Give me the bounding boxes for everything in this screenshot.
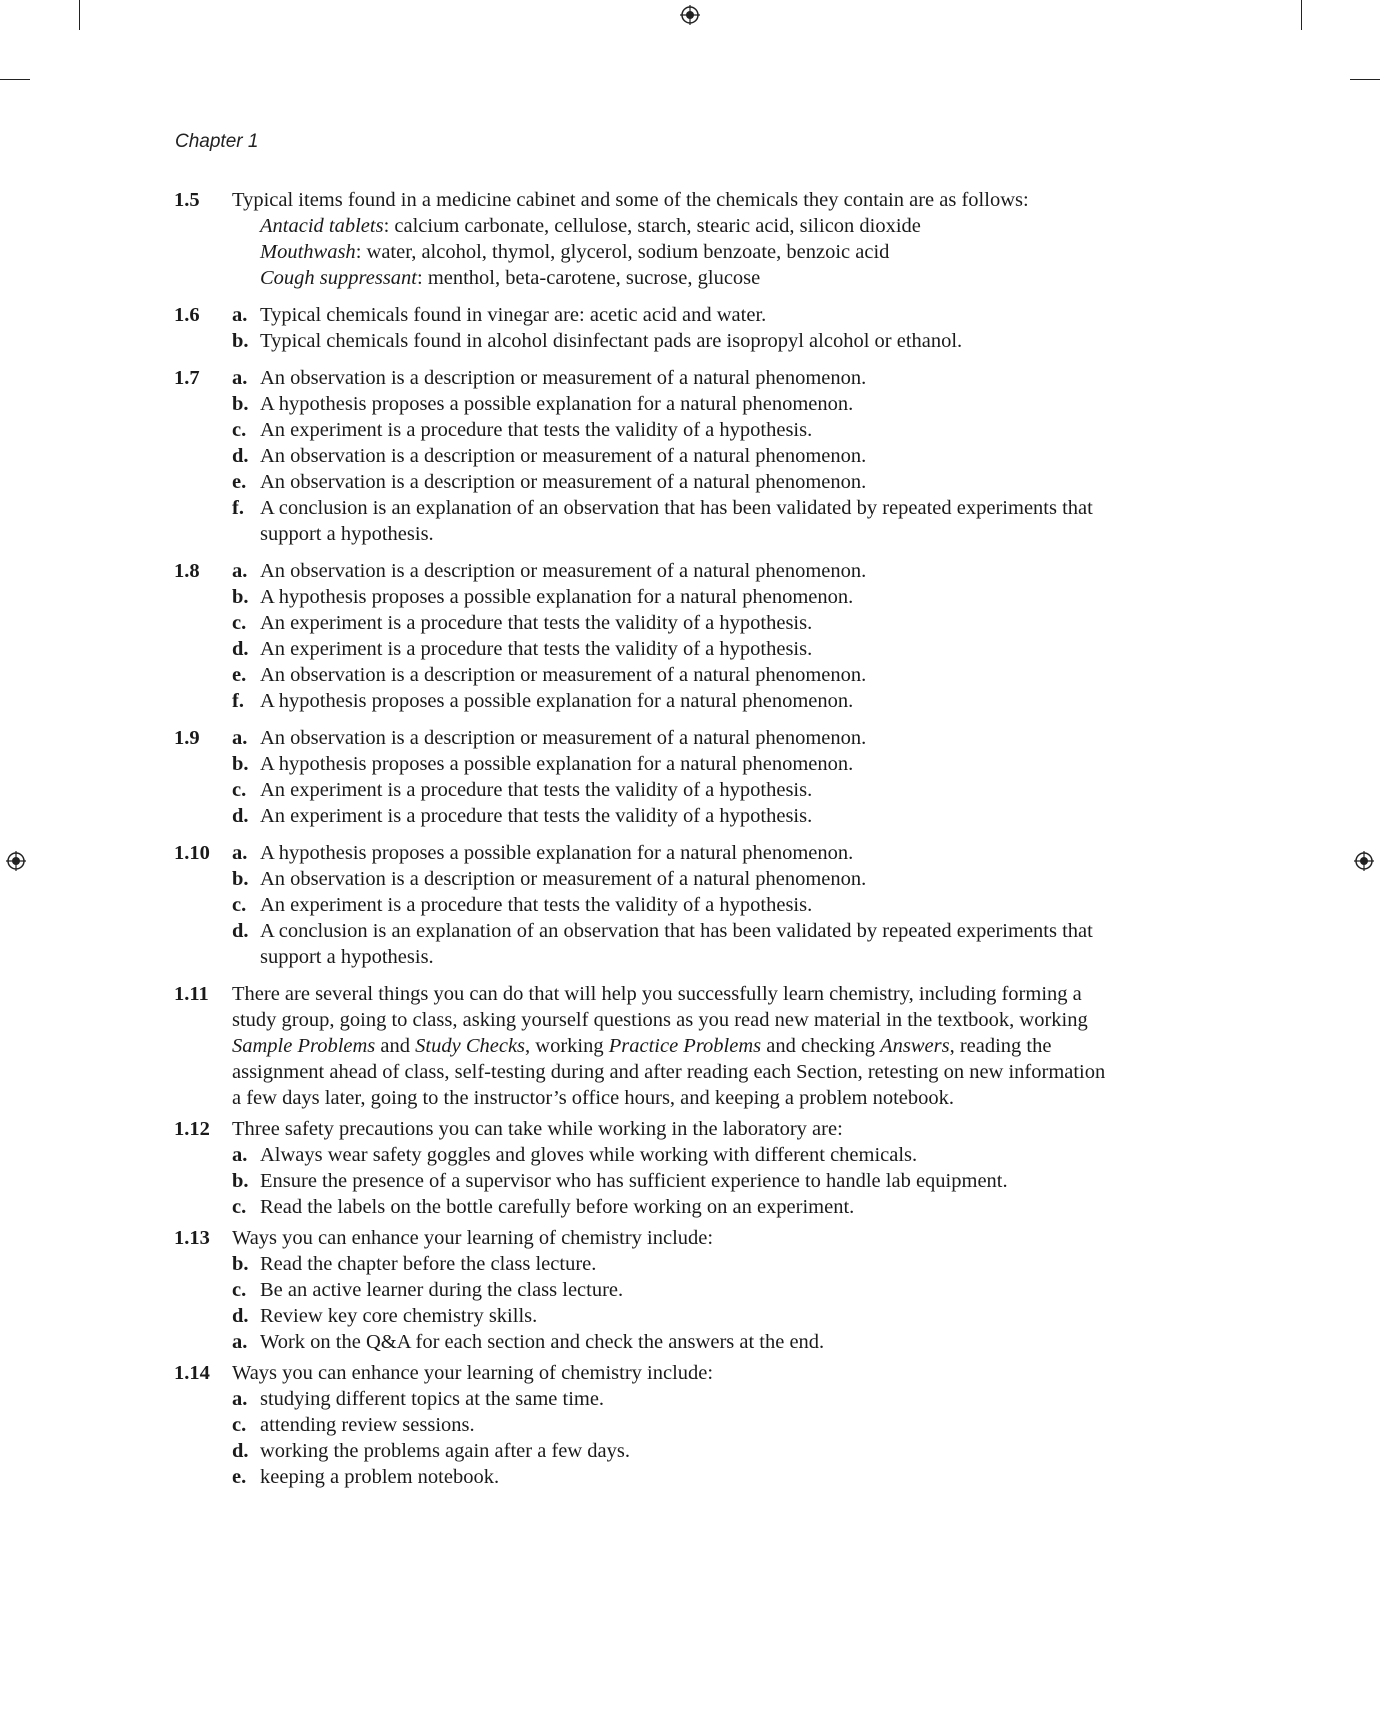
answer-item: [232, 391, 1114, 417]
answer-item: [232, 1142, 1114, 1168]
problem-number: 1.6: [174, 304, 200, 326]
problem-body: [232, 1116, 1114, 1220]
answer-text: A hypothesis proposes a possible explanation for a natural phenomenon.: [260, 393, 854, 415]
crop-mark-right: [1350, 79, 1380, 80]
answer-label: c.: [232, 612, 247, 634]
problem-1-7: [174, 365, 1114, 547]
answer-text: Read the labels on the bottle carefully before working on an experiment.: [260, 1196, 855, 1218]
answer-label: b.: [232, 1170, 249, 1192]
problem-number: 1.13: [174, 1227, 210, 1249]
italic-term: Practice Problems: [608, 1035, 762, 1057]
answer-text: An experiment is a procedure that tests the validity of a hypothesis.: [260, 779, 813, 801]
problem-number: 1.11: [174, 983, 209, 1005]
answer-text: An experiment is a procedure that tests the validity of a hypothesis.: [260, 419, 813, 441]
chapter-header: Chapter 1: [175, 131, 259, 152]
answer-label: b.: [232, 330, 249, 352]
answer-text: An observation is a description or measurement of a natural phenomenon.: [260, 471, 867, 493]
answer-label: d.: [232, 920, 249, 942]
problem-body: [232, 302, 1114, 354]
answer-label: e.: [232, 471, 247, 493]
answer-label: d.: [232, 1440, 249, 1462]
answer-text: Ensure the presence of a supervisor who has sufficient experience to handle lab equipment.: [260, 1170, 1008, 1192]
item-line: [232, 239, 1114, 265]
answer-text: An experiment is a procedure that tests the validity of a hypothesis.: [260, 894, 813, 916]
answer-text: An observation is a description or measurement of a natural phenomenon.: [260, 664, 867, 686]
answer-item: [232, 365, 1114, 391]
answer-label: b.: [232, 1253, 249, 1275]
item-term: Mouthwash: [260, 241, 356, 263]
answer-text: An observation is a description or measurement of a natural phenomenon.: [260, 868, 867, 890]
problem-body: [232, 1225, 1114, 1355]
italic-term: Sample Problems: [232, 1035, 376, 1057]
answer-text: Read the chapter before the class lecture.: [260, 1253, 597, 1275]
text-run: and: [375, 1035, 416, 1057]
answer-text: An experiment is a procedure that tests the validity of a hypothesis.: [260, 612, 813, 634]
italic-term: Answers: [880, 1035, 950, 1057]
answer-item: [232, 636, 1114, 662]
problem-intro: Ways you can enhance your learning of chemistry include:: [232, 1362, 714, 1384]
problem-number: 1.9: [174, 727, 200, 749]
answer-label: a.: [232, 367, 248, 389]
answer-item: [232, 1412, 1114, 1438]
problem-body: [232, 187, 1114, 291]
problem-1-13: [174, 1225, 1114, 1355]
answer-text: Work on the Q&A for each section and check the answers at the end.: [260, 1331, 825, 1353]
answer-label: b.: [232, 753, 249, 775]
text-run: , reading the assignment ahead of class, self-testing during and after reading each Section, retesting on new information a few days later, going to the instructor’s office hours, and keeping a problem notebook.: [232, 1035, 1106, 1109]
answer-text: A conclusion is an explanation of an observation that has been validated by repeated experiments that support a hypothesis.: [260, 920, 1093, 968]
answer-text: An observation is a description or measurement of a natural phenomenon.: [260, 445, 867, 467]
answer-item: [232, 866, 1114, 892]
answer-item: [232, 443, 1114, 469]
problem-1-11: [174, 981, 1114, 1111]
item-term: Cough suppressant: [260, 267, 417, 289]
answer-text: An experiment is a procedure that tests the validity of a hypothesis.: [260, 638, 813, 660]
answer-item: [232, 1277, 1114, 1303]
answer-item: [232, 469, 1114, 495]
answer-text: A hypothesis proposes a possible explanation for a natural phenomenon.: [260, 586, 854, 608]
answers-list: [174, 187, 1114, 1490]
answer-item: [232, 495, 1114, 547]
registration-mark-right-icon: [1354, 851, 1374, 871]
answer-label: c.: [232, 1279, 247, 1301]
problem-intro: Three safety precautions you can take while working in the laboratory are:: [232, 1118, 843, 1140]
answer-label: d.: [232, 445, 249, 467]
crop-mark-top-right: [1301, 0, 1302, 30]
answer-item: [232, 1168, 1114, 1194]
answer-item: [232, 918, 1114, 970]
problem-body: [232, 840, 1114, 970]
answer-item: [232, 1251, 1114, 1277]
answer-label: d.: [232, 805, 249, 827]
answer-text: A hypothesis proposes a possible explanation for a natural phenomenon.: [260, 690, 854, 712]
text-run: , working: [525, 1035, 609, 1057]
problem-1-10: [174, 840, 1114, 970]
answer-label: b.: [232, 868, 249, 890]
answer-text: Be an active learner during the class lecture.: [260, 1279, 624, 1301]
answer-item: [232, 1303, 1114, 1329]
problem-number: 1.5: [174, 189, 200, 211]
answer-item: [232, 725, 1114, 751]
answer-item: [232, 302, 1114, 328]
problem-number: 1.12: [174, 1118, 210, 1140]
item-line: [232, 213, 1114, 239]
answer-text: An observation is a description or measurement of a natural phenomenon.: [260, 560, 867, 582]
problem-body: [232, 365, 1114, 547]
answer-text: An observation is a description or measurement of a natural phenomenon.: [260, 727, 867, 749]
answer-item: [232, 1386, 1114, 1412]
answer-label: c.: [232, 779, 247, 801]
problem-1-5: [174, 187, 1114, 291]
problem-paragraph: [232, 981, 1114, 1111]
problem-1-6: [174, 302, 1114, 354]
answer-label: a.: [232, 727, 248, 749]
answer-text: Typical chemicals found in vinegar are: acetic acid and water.: [260, 304, 767, 326]
answer-text: working the problems again after a few days.: [260, 1440, 631, 1462]
answer-label: a.: [232, 1144, 248, 1166]
problem-number: 1.8: [174, 560, 200, 582]
item-term: Antacid tablets: [260, 215, 384, 237]
answer-label: a.: [232, 560, 248, 582]
answer-text: An observation is a description or measurement of a natural phenomenon.: [260, 367, 867, 389]
answer-label: e.: [232, 1466, 247, 1488]
item-description: : water, alcohol, thymol, glycerol, sodium benzoate, benzoic acid: [355, 241, 890, 263]
answer-text: An experiment is a procedure that tests the validity of a hypothesis.: [260, 805, 813, 827]
answer-item: [232, 417, 1114, 443]
answer-label: c.: [232, 1414, 247, 1436]
answer-label: c.: [232, 419, 247, 441]
answer-text: A hypothesis proposes a possible explanation for a natural phenomenon.: [260, 842, 854, 864]
problem-1-8: [174, 558, 1114, 714]
item-line: [232, 265, 1114, 291]
answer-item: [232, 892, 1114, 918]
problem-1-9: [174, 725, 1114, 829]
answer-item: [232, 1329, 1114, 1355]
answer-label: a.: [232, 304, 248, 326]
answer-item: [232, 688, 1114, 714]
answer-item: [232, 328, 1114, 354]
answer-text: Typical chemicals found in alcohol disinfectant pads are isopropyl alcohol or ethanol.: [260, 330, 963, 352]
registration-mark-top-icon: [680, 5, 700, 25]
problem-intro: Ways you can enhance your learning of chemistry include:: [232, 1227, 714, 1249]
answer-label: e.: [232, 664, 247, 686]
problem-number: 1.10: [174, 842, 210, 864]
answer-item: [232, 662, 1114, 688]
answer-label: a.: [232, 842, 248, 864]
problem-1-14: [174, 1360, 1114, 1490]
answer-label: c.: [232, 894, 247, 916]
text-run: and checking: [761, 1035, 881, 1057]
answer-label: c.: [232, 1196, 247, 1218]
answer-label: b.: [232, 586, 249, 608]
answer-text: Always wear safety goggles and gloves while working with different chemicals.: [260, 1144, 918, 1166]
answer-label: f.: [232, 497, 244, 519]
answer-label: d.: [232, 638, 249, 660]
item-description: : menthol, beta-carotene, sucrose, glucose: [417, 267, 761, 289]
answer-item: [232, 584, 1114, 610]
answer-label: a.: [232, 1331, 248, 1353]
answer-label: a.: [232, 1388, 248, 1410]
italic-term: Study Checks: [415, 1035, 526, 1057]
problem-number: 1.7: [174, 367, 200, 389]
problem-intro: Typical items found in a medicine cabinet and some of the chemicals they contain are as follows:: [232, 189, 1029, 211]
answer-item: [232, 558, 1114, 584]
answer-item: [232, 1194, 1114, 1220]
problem-number: 1.14: [174, 1362, 210, 1384]
answer-text: studying different topics at the same time.: [260, 1388, 605, 1410]
answer-item: [232, 777, 1114, 803]
answer-item: [232, 840, 1114, 866]
problem-body: [232, 725, 1114, 829]
problem-body: [232, 558, 1114, 714]
registration-mark-left-icon: [6, 851, 26, 871]
text-run: There are several things you can do that will help you successfully learn chemistry, including forming a study group, going to class, asking yourself questions as you read new material in the textbook, working: [232, 983, 1088, 1031]
answer-item: [232, 1438, 1114, 1464]
problem-body: [232, 1360, 1114, 1490]
answer-item: [232, 1464, 1114, 1490]
answer-text: A hypothesis proposes a possible explanation for a natural phenomenon.: [260, 753, 854, 775]
answer-item: [232, 803, 1114, 829]
answer-label: d.: [232, 1305, 249, 1327]
answer-label: f.: [232, 690, 244, 712]
answer-text: A conclusion is an explanation of an observation that has been validated by repeated experiments that support a hypothesis.: [260, 497, 1093, 545]
answer-item: [232, 751, 1114, 777]
problem-body: [232, 981, 1114, 1111]
item-description: : calcium carbonate, cellulose, starch, stearic acid, silicon dioxide: [383, 215, 921, 237]
crop-mark-left: [0, 79, 30, 80]
answer-text: attending review sessions.: [260, 1414, 475, 1436]
answer-text: keeping a problem notebook.: [260, 1466, 500, 1488]
answer-text: Review key core chemistry skills.: [260, 1305, 538, 1327]
answer-label: b.: [232, 393, 249, 415]
problem-1-12: [174, 1116, 1114, 1220]
answer-item: [232, 610, 1114, 636]
crop-mark-top-left: [79, 0, 80, 30]
